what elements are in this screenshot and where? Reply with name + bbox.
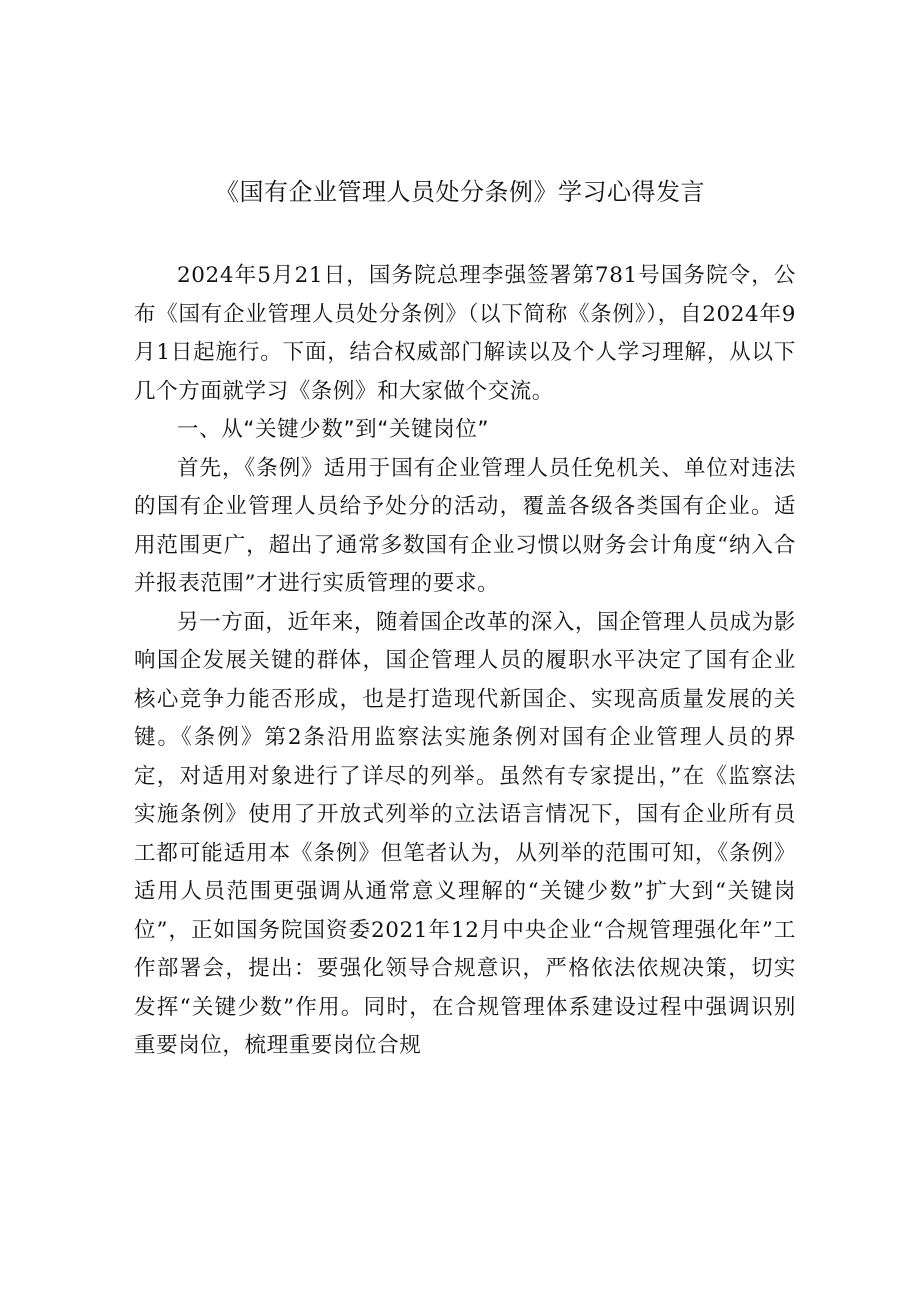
- body-paragraph: 另一方面，近年来，随着国企改革的深入，国企管理人员成为影响国企发展关键的群体，国企管理人员的履职水平决定了国有企业核心竞争力能否形成，也是打造现代新国企、实现高质量发展的关键。《条例》第2条沿用监察法实施条例对国有企业管理人员的界定，对适用对象进行了详尽的列举。虽然有专家提出，”在《监察法实施条例》使用了开放式列举的立法语言情况下，国有企业所有员工都可能适用本《条例》但笔者认为，从列举的范围可知，《条例》适用人员范围更强调从通常意义理解的“关键少数”扩大到“关键岗位”，正如国务院国资委2021年12月中央企业“合规管理强化年”工作部署会，提出：要强化领导合规意识，严格依法依规决策，切实发挥“关键少数”作用。同时，在合规管理体系建设过程中强调识别重要岗位，梳理重要岗位合规: [134, 609, 796, 1058]
- intro-paragraph: 2024年5月21日，国务院总理李强签署第781号国务院令，公布《国有企业管理人员处分条例》（以下简称《条例》），自2024年9月1日起施行。下面，结合权威部门解读以及个人学习理解，从以下几个方面就学习《条例》和大家做个交流。: [134, 263, 796, 404]
- document-body: [134, 257, 796, 1066]
- body-paragraph: 首先，《条例》适用于国有企业管理人员任免机关、单位对违法的国有企业管理人员给予处分的活动，覆盖各级各类国有企业。适用范围更广，超出了通常多数国有企业习惯以财务会计角度“纳入合并报表范围”才进行实质管理的要求。: [134, 455, 796, 596]
- document-title: 《国有企业管理人员处分条例》学习心得发言: [215, 178, 705, 206]
- section-heading: 一、从“关键少数”到“关键岗位”: [177, 417, 490, 442]
